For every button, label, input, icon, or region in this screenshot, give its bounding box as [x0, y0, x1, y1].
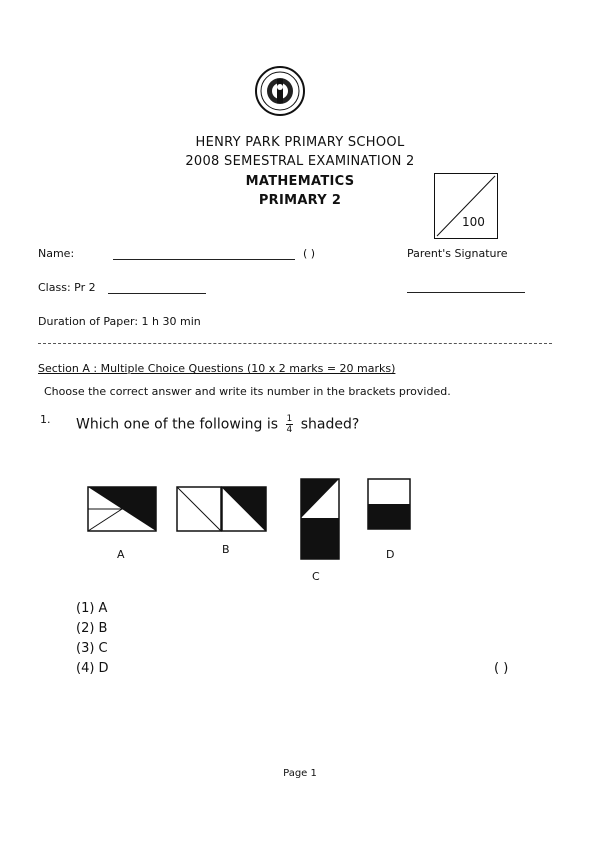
- question-text: [76, 414, 359, 435]
- figure-c-label: C: [312, 570, 320, 583]
- name-field-line[interactable]: [113, 259, 295, 260]
- figure-b: [176, 486, 268, 536]
- class-field-line[interactable]: [108, 293, 206, 294]
- section-title: Section A : Multiple Choice Questions (10 x 2 marks = 20 marks): [38, 362, 396, 375]
- question-number: 1.: [40, 413, 51, 426]
- option-3[interactable]: (3) C: [76, 641, 108, 656]
- question-text-after: shaded?: [300, 416, 360, 433]
- answer-bracket[interactable]: ( ): [494, 661, 509, 676]
- level-title: PRIMARY 2: [258, 193, 342, 208]
- option-1[interactable]: (1) A: [76, 601, 108, 616]
- subject-title: MATHEMATICS: [245, 174, 355, 189]
- parent-signature-line[interactable]: [407, 292, 525, 293]
- fraction: [286, 414, 294, 435]
- name-label: Name:: [38, 247, 75, 260]
- school-name: HENRY PARK PRIMARY SCHOOL: [195, 135, 405, 150]
- fraction-denominator: 4: [286, 425, 293, 435]
- option-2[interactable]: (2) B: [76, 621, 108, 636]
- total-marks: 100: [462, 215, 485, 229]
- figure-b-label: B: [222, 543, 230, 556]
- question-text-before: Which one of the following is: [76, 416, 279, 433]
- option-4[interactable]: (4) D: [76, 661, 109, 676]
- class-label: Class: Pr 2: [38, 281, 96, 294]
- separator-line: [38, 343, 552, 344]
- figure-a: [87, 486, 157, 536]
- parent-signature-label: Parent's Signature: [407, 247, 508, 260]
- fraction-numerator: 1: [286, 414, 293, 424]
- figure-d-label: D: [386, 548, 395, 561]
- exam-title: 2008 SEMESTRAL EXAMINATION 2: [185, 154, 415, 169]
- section-instruction: Choose the correct answer and write its number in the brackets provided.: [44, 385, 451, 398]
- marks-box: [434, 173, 498, 239]
- name-bracket: ( ): [303, 247, 316, 260]
- figure-c: [300, 478, 340, 564]
- figure-a-label: A: [117, 548, 125, 561]
- page-number: Page 1: [283, 768, 317, 779]
- figure-d: [367, 478, 411, 534]
- school-crest-logo: [254, 65, 306, 117]
- duration-text: Duration of Paper: 1 h 30 min: [38, 315, 201, 328]
